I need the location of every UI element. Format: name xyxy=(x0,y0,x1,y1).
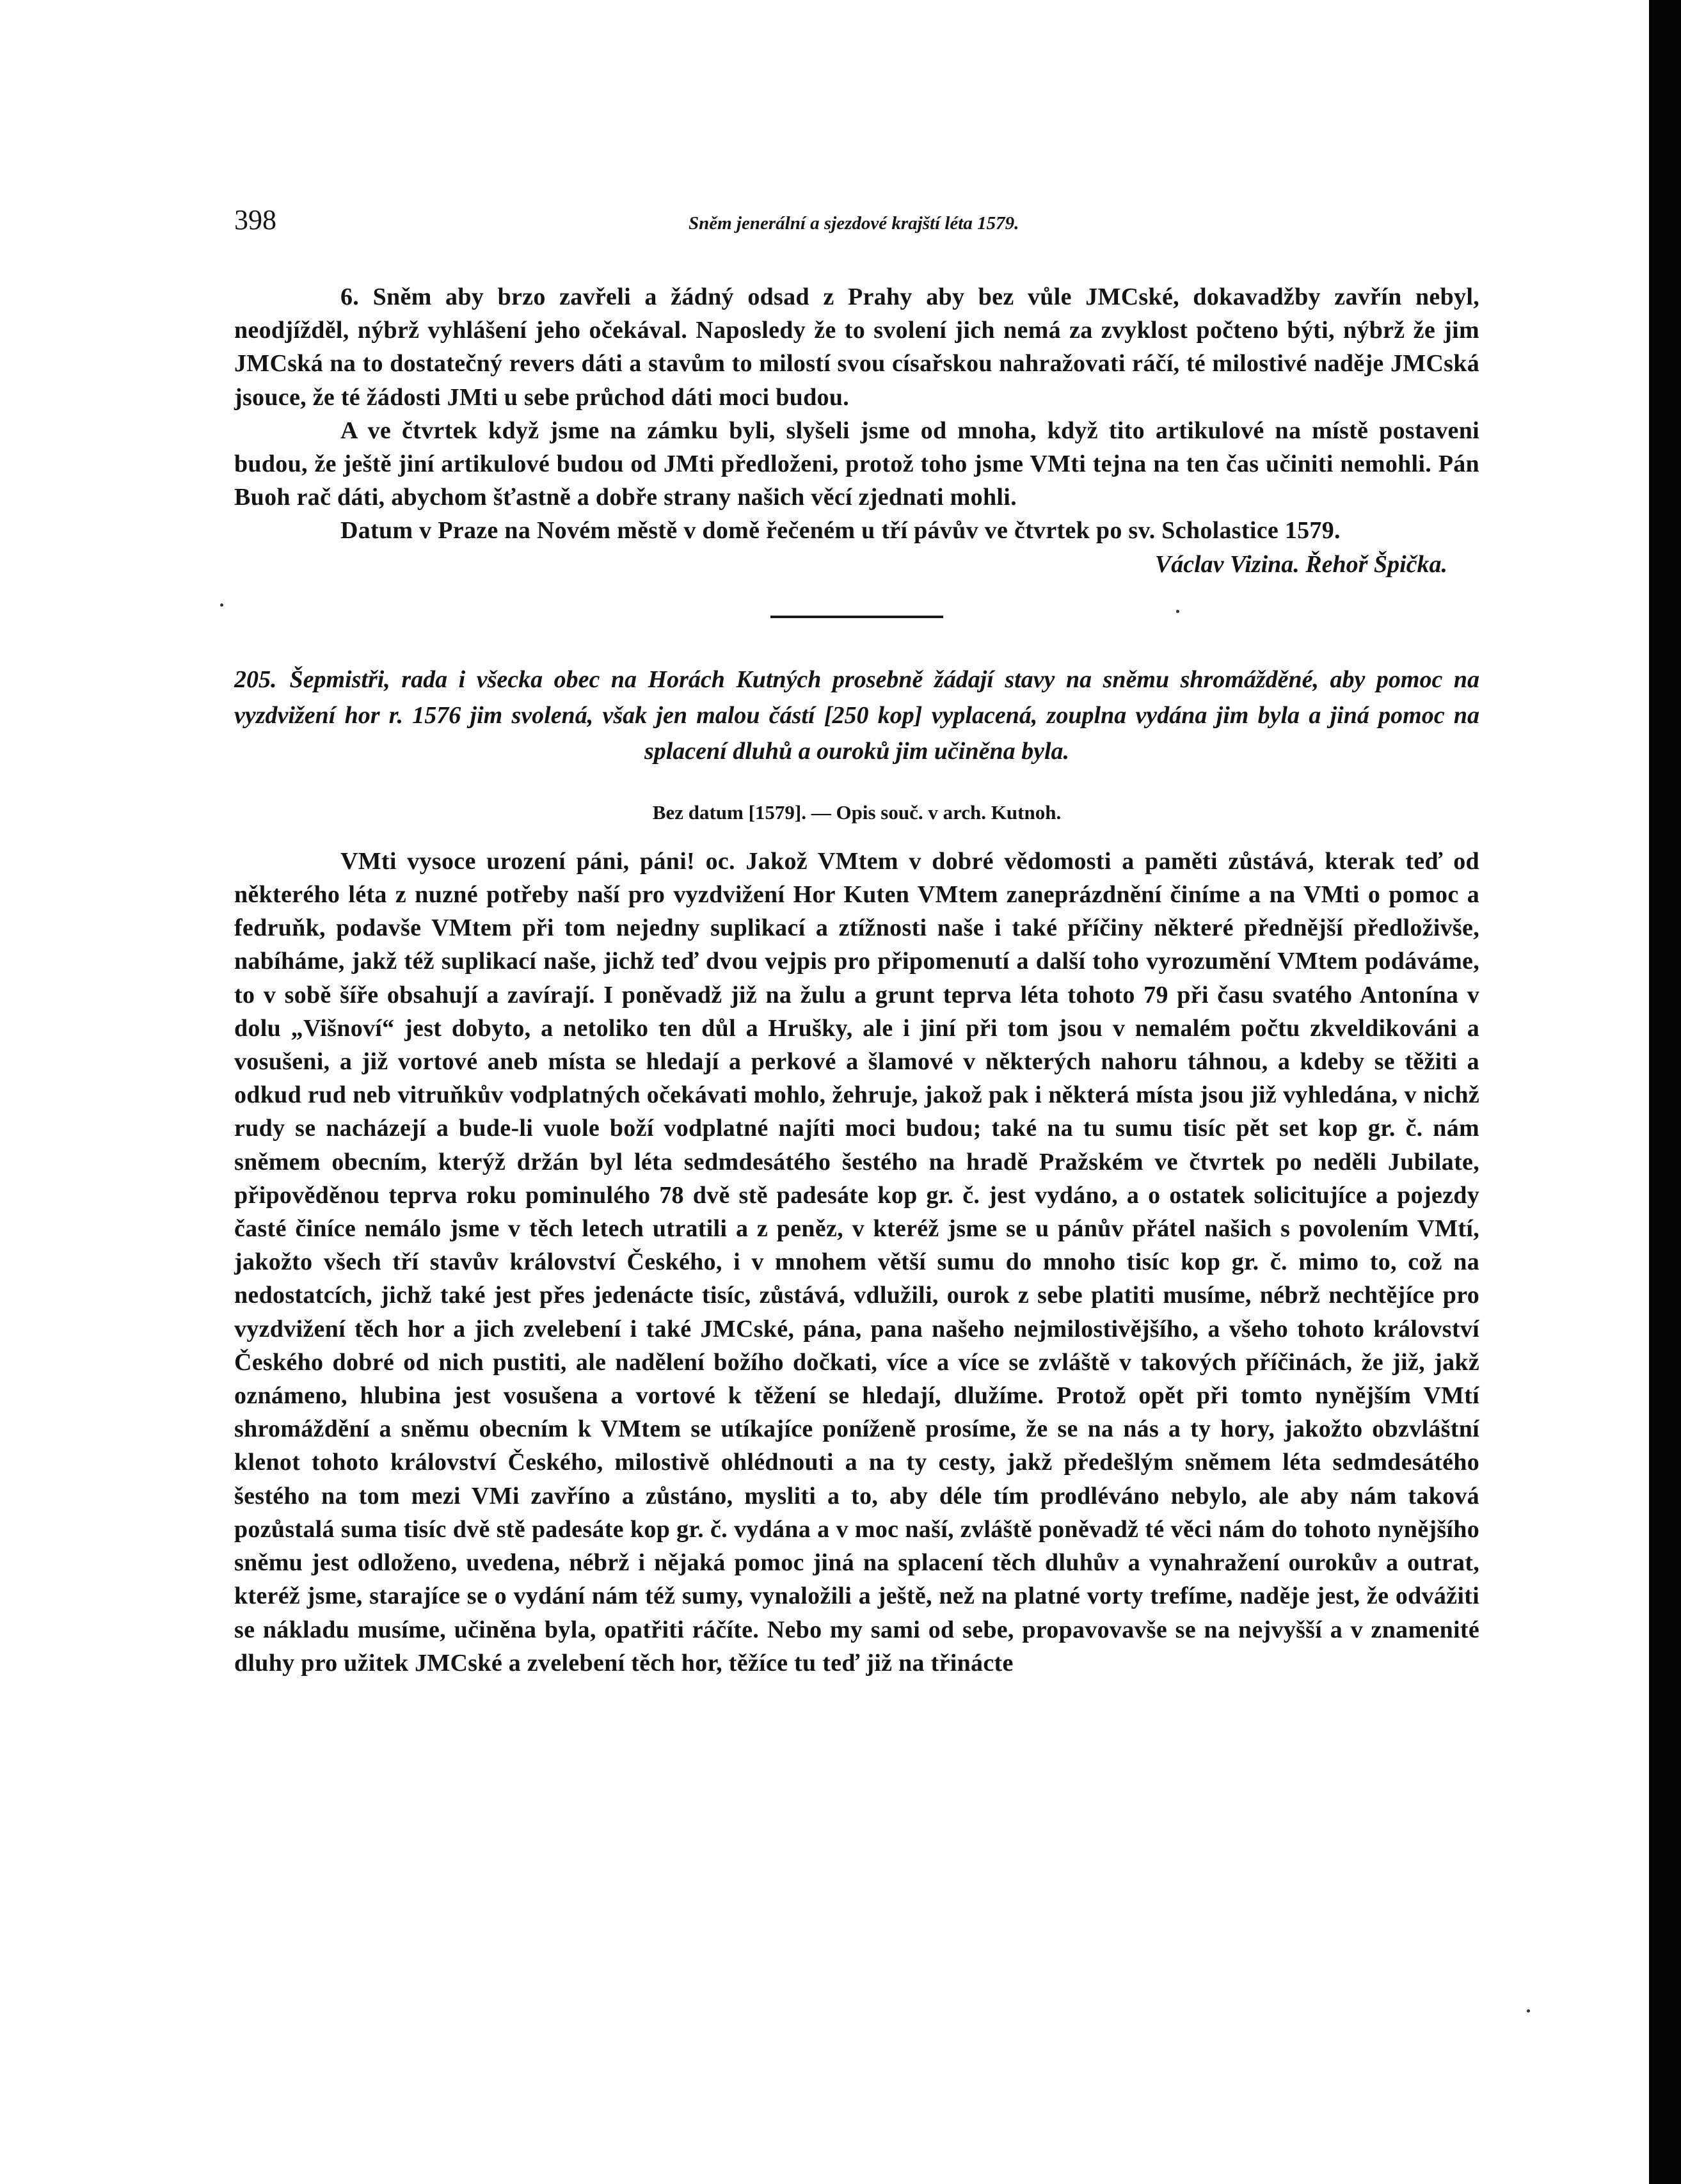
heading-text: Šepmistři, rada i všecka obec na Horách Kutných prosebně žádají stavy na sněmu shromážděné, aby pomoc na vyzdvižení hor r. 1576 jim svolená, však jen malou částí [250 kop] vyplacená, zouplna vydána jim byla a jiná pomoc na splacení dluhů a ouroků jim učiněna byla. xyxy=(234,666,1479,765)
scan-speck xyxy=(1176,610,1179,613)
letter-section xyxy=(234,280,1479,581)
paragraph: A ve čtvrtek když jsme na zámku byli, slyšeli jsme od mnoha, když tito artikulové na místě postaveni budou, že ještě jiní artikulové budou od JMti předloženi, protož toho jsme VMti tejna na ten čas učiniti nemohli. Pán Buoh rač dáti, abychom šťastně a dobře strany našich věcí zjednati mohli. xyxy=(234,417,1479,511)
paragraph: Datum v Praze na Novém městě v domě řečeném u tří pávův ve čtvrtek po sv. Scholastice 1579. xyxy=(340,517,1341,545)
document-page xyxy=(234,203,1479,1680)
scan-speck xyxy=(220,603,223,607)
source-note: Bez datum [1579]. — Opis souč. v arch. Kutnoh. xyxy=(652,801,1062,824)
signature: Václav Vizina. Řehoř Špička. xyxy=(1154,550,1447,578)
scan-speck xyxy=(1527,2009,1530,2013)
paragraph: 6. Sněm aby brzo zavřeli a žádný odsad z Prahy aby bez vůle JMCské, dokavadžby zavřín nebyl, neodjížděl, nýbrž vyhlášení jeho očekával. Naposledy že to svolení jich nemá za zvyklost počteno býti, nýbrž že jim JMCská na to dostatečný revers dáti a stavům to milostí svou císařskou nahražovati ráčí, té milostivé naděje JMCská jsouce, že té žádosti JMti u sebe průchod dáti moci budou. xyxy=(234,283,1479,411)
page-number: 398 xyxy=(234,204,276,235)
running-head xyxy=(234,203,1479,242)
section-divider xyxy=(770,616,943,618)
document-number: 205. xyxy=(234,666,277,693)
body-text: VMti vysoce urození páni, páni! oc. Jakož VMtem v dobré vědomosti a paměti zůstává, kterak teď od některého léta z nuzné potřeby naší pro vyzdvižení Hor Kuten VMtem zaneprázdnění činíme a na VMti o pomoc a fedruňk, podavše VMtem při tom nejedny suplikací a ztížnosti naše i také příčiny některé přednější předloživše, nabíháme, jakž též suplikací naše, jichž teď dvou vejpis pro připomenutí a další toho vyrozumění VMtem podáváme, to v sobě šíře obsahují a zavírají. I poněvadž již na žulu a grunt teprva léta tohoto 79 při času svatého Antonína v dolu „Višnoví“ jest dobyto, a netoliko ten důl a Hrušky, ale i jiní při tom jsou v nemalém počtu zkveldikováni a vosušeni, a již vortové aneb místa se hledají a perkové a šlamové v některých nahoru táhnou, a kdeby se těžiti a odkud rud neb vitruňkův vodplatných očekávati mohlo, žehruje, jakož pak i některá místa jsou již vyhledána, v nichž rudy se nacházejí a bude-li vuole boží vodplatné najíti moci budou; také na tu sumu tisíc pět set kop gr. č. nám sněmem obecním, kterýž držán byl léta sedmdesátého šestého na hradě Pražském ve čtvrtek po neděli Jubilate, připověděnou teprva roku pominulého 78 dvě stě padesáte kop gr. č. jest vydáno, a o ostatek solicitujíce a pojezdy časté činíce nemálo jsme v těch letech utratili a z peněz, v kteréž jsme se u pánův přátel našich s povolením VMtí, jakožto všech tří stavův království Českého, i v mnohem větší sumu do mnoho tisíc kop gr. č. mimo to, což na nedostatcích, jichž také jest přes jedenácte tisíc, zůstává, vdlužili, ourok z sebe platiti musíme, nébrž nechtějíce pro vyzdvižení těch hor a jich zvelebení i také JMCské, pána, pana našeho nejmilostivějšího, a všeho tohoto království Českého dobré od nich pustiti, ale nadělení božího dočkati, více a více se zvláště v takových příčinách, že již, jakž oznámeno, hlubina jest vosušena a vortové k těžení se hledají, dlužíme. Protož opět při tomto nynějším VMtí shromáždění a sněmu obecním k VMtem se utíkajíce poníženě prosíme, že se na nás a ty hory, jakožto obzvláštní klenot tohoto království Českého, milostivě ohlédnouti a na ty cesty, jakž předešlým sněmem léta sedmdesátého šestého na tom mezi VMi zavříno a zůstáno, mysliti a to, aby déle tím prodléváno nebylo, ale aby nám taková pozůstalá suma tisíc dvě stě padesáte kop gr. č. vydána a v moc naší, zvláště poněvadž té věci nám do tohoto nynějšího sněmu jest odloženo, uvedena, nébrž i nějaká pomoc jiná na splacení těch dluhův a vynahražení ourokův a outrat, kteréž jsme, starajíce se o vydání nám též sumy, vynaložili a ještě, než na platné vorty trefíme, naděje jest, že odvážiti se nákladu musíme, učiněna byla, opatřiti ráčíte. Nebo my sami od sebe, propavovavše se na nejvyšší a v znamenité dluhy pro užitek JMCské a zvelebení těch hor, těžíce tu teď již na třinácte xyxy=(234,847,1479,1677)
scan-edge-bar xyxy=(1649,0,1681,2184)
document-heading xyxy=(234,662,1479,769)
running-title: Sněm jenerální a sjezdové krajští léta 1579. xyxy=(689,213,1019,234)
